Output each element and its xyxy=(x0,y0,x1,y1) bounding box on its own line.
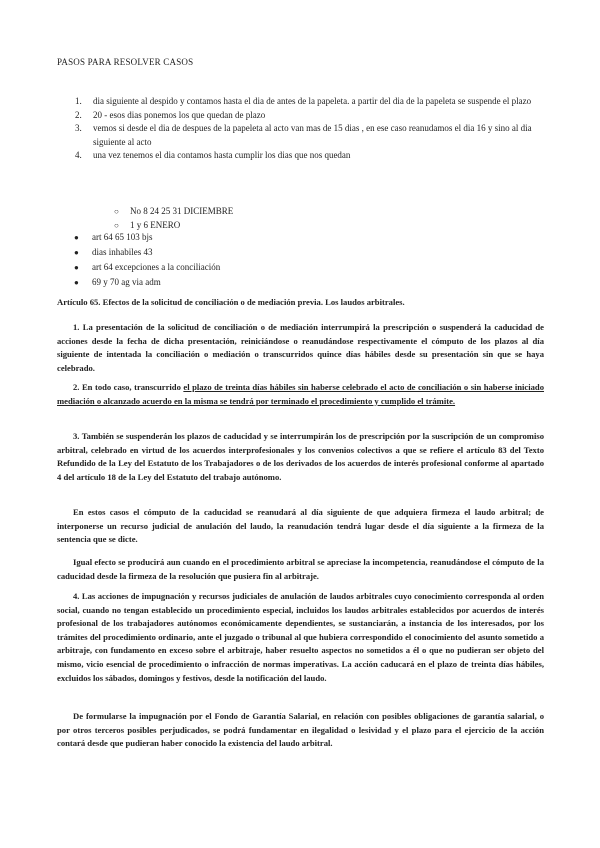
paragraph-text: 2. En todo caso, transcurrido xyxy=(73,382,184,392)
list-item-text: 20 - esos dias ponemos los que quedan de plazo xyxy=(93,109,266,120)
article-paragraph-1 xyxy=(57,321,544,375)
list-item-text: vemos si desde el dia de despues de la papeleta al acto van mas de 15 dias , en ese caso reanudamos el dia 16 y sino al dia siguiente al acto xyxy=(93,123,532,147)
list-item xyxy=(57,245,220,260)
references-list xyxy=(57,230,220,290)
list-item xyxy=(57,230,220,245)
article-paragraph-3 xyxy=(57,430,544,484)
paragraph-text: En estos casos el cómputo de la caducidad se reanudará al día siguiente de que adquiera firmeza el laudo arbitral; de interponerse un recurso judicial de anulación del laudo, la reanudación tendrá lugar desde el día siguiente a la firmeza de la sentencia que se dicte. xyxy=(57,507,544,545)
list-number: 1. xyxy=(75,96,82,106)
list-item-text: No 8 24 25 31 DICIEMBRE xyxy=(130,206,234,216)
paragraph-text: Igual efecto se producirá aun cuando en el procedimiento arbitral se apreciase la incompetencia, reanudándose el cómputo de la caducidad desde la firmeza de la resolución que pusiera fin al arbitraje. xyxy=(57,557,544,581)
disc-bullet-icon: ● xyxy=(74,263,79,272)
holidays-sublist xyxy=(57,205,233,232)
list-number: 4. xyxy=(75,150,82,160)
list-item xyxy=(57,122,547,149)
list-item xyxy=(57,260,220,275)
paragraph-text: De formularse la impugnación por el Fondo de Garantía Salarial, en relación con posibles obligaciones de garantía salarial, o por otros terceros posibles perjudicados, se podrá fundamentar en ilegalidad o lesividad y el plazo para el ejercicio de la acción contará desde que pudieran haber conocido la existencia del laudo arbitral. xyxy=(57,711,544,749)
paragraph-text: 3. También se suspenderán los plazos de caducidad y se interrumpirán los de prescripción por la suscripción de un compromiso arbitral, celebrado en virtud de los acuerdos interprofesionales y los convenios colectivos a que se refiere el artículo 83 del Texto Refundido de la Ley del Estatuto de los Trabajadores o de los derivados de los acuerdos de interés profesional conforme al apartado 4 del artículo 18 de la Ley del Estatuto del trabajo autónomo. xyxy=(57,431,544,482)
circle-bullet-icon: ○ xyxy=(114,207,119,216)
article-paragraph-2 xyxy=(57,381,544,408)
article-heading: Artículo 65. Efectos de la solicitud de conciliación o de mediación previa. Los laudos arbitrales. xyxy=(57,297,405,307)
list-item xyxy=(57,205,233,219)
underlined-text: el plazo de treinta días hábiles sin haberse celebrado el acto de conciliación o sin haberse iniciado mediación o alcanzado acuerdo en la misma se tendrá por terminado el procedimiento y cumplido el trámite. xyxy=(57,382,545,406)
circle-bullet-icon: ○ xyxy=(114,220,119,230)
disc-bullet-icon: ● xyxy=(74,233,79,242)
list-item xyxy=(57,95,547,109)
list-item-text: 1 y 6 ENERO xyxy=(130,219,181,230)
list-item-text: dias inhabiles 43 xyxy=(92,247,153,257)
paragraph-text: 1. La presentación de la solicitud de conciliación o de mediación interrumpirá la prescripción o suspenderá la caducidad de acciones desde la fecha de dicha presentación, reiniciándose o reanudándose respectivamente el cómputo de los plazos al día siguiente de intentada la conciliación o mediación o transcurridos quince días hábiles desde su presentación sin que se haya celebrado. xyxy=(57,322,544,373)
article-paragraph-7 xyxy=(57,710,544,751)
list-item-text: una vez tenemos el dia contamos hasta cumplir los dias que nos quedan xyxy=(93,150,351,160)
steps-list xyxy=(57,95,547,163)
list-item-text: art 64 65 103 bjs xyxy=(92,232,153,242)
article-paragraph-5 xyxy=(57,556,544,583)
list-item xyxy=(57,149,547,163)
article-paragraph-6 xyxy=(57,590,544,685)
list-number: 2. xyxy=(75,109,82,120)
disc-bullet-icon: ● xyxy=(74,278,79,287)
list-number: 3. xyxy=(75,123,82,133)
list-item xyxy=(57,109,547,123)
list-item xyxy=(57,275,220,290)
list-item-text: dia siguiente al despido y contamos hasta el dia de antes de la papeleta. a partir del dia de la papeleta se suspende el plazo xyxy=(93,96,532,106)
page-title: PASOS PARA RESOLVER CASOS xyxy=(57,57,194,67)
list-item-text: art 64 excepciones a la conciliación xyxy=(92,262,221,272)
disc-bullet-icon: ● xyxy=(74,248,79,257)
article-paragraph-4 xyxy=(57,506,544,547)
list-item-text: 69 y 70 ag via adm xyxy=(92,277,161,287)
paragraph-text: 4. Las acciones de impugnación y recursos judiciales de anulación de laudos arbitrales cuyo conocimiento corresponda al orden social, cuando no tengan establecido un procedimiento especial, incluidos los laudos arbitrales establecidos por acuerdos de interés profesional de los trabajadores autónomos económicamente dependientes, se sustanciarán, a instancia de los interesados, por los trámites del procedimiento ordinario, ante el juzgado o tribunal al que hubiera correspondido el conocimiento del asunto sometido a arbitraje, con fundamento en exceso sobre el arbitraje, haber resuelto aspectos no sometidos a él o que no pudieran ser objeto del mismo, vicio esencial de procedimiento o infracción de normas imperativas. La acción caducará en el plazo de treinta días hábiles, excluidos los sábados, domingos y festivos, desde la notificación del laudo. xyxy=(57,591,544,683)
